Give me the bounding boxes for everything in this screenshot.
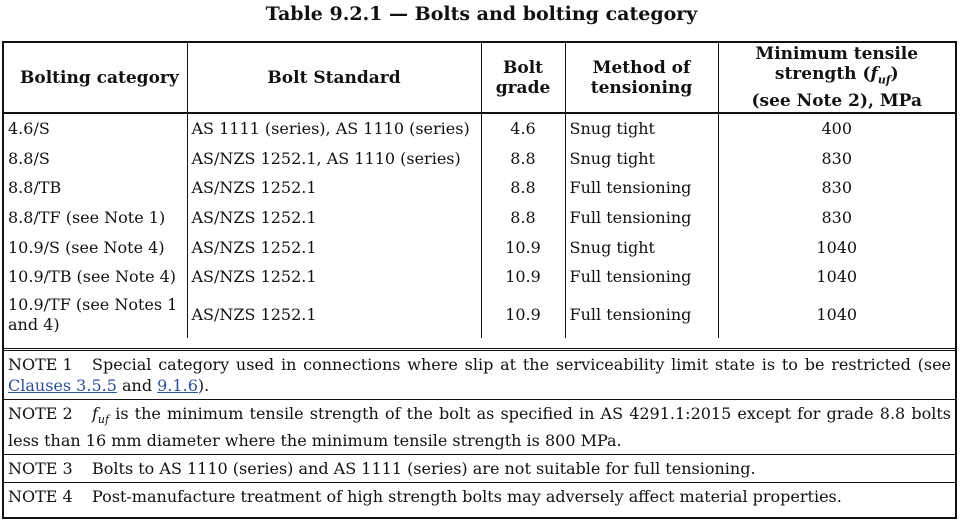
- cell-strength: 830: [718, 203, 955, 233]
- note-text: ).: [197, 376, 210, 395]
- table-row: [4, 173, 955, 203]
- cell-standard: AS 1111 (series), AS 1110 (series): [187, 113, 481, 144]
- cell-standard: AS/NZS 1252.1: [187, 262, 481, 292]
- header-strength-line3: (see Note 2), MPa: [751, 90, 922, 111]
- table-header-row: [4, 43, 955, 113]
- cell-grade: 4.6: [481, 113, 565, 144]
- cell-category: 8.8/S: [8, 148, 50, 168]
- cell-method: Snug tight: [565, 232, 718, 262]
- cell-category: 10.9/TF (see Notes 1 and 4): [8, 294, 178, 334]
- note-label: NOTE 1: [8, 355, 73, 374]
- cell-standard: AS/NZS 1252.1, AS 1110 (series): [187, 144, 481, 174]
- note-label: NOTE 2: [8, 404, 73, 423]
- note-1: [4, 351, 955, 400]
- header-strength-symbol: $f_{uf}$: [870, 64, 891, 87]
- header-method-line1: Method of: [592, 57, 691, 78]
- table-caption: Table 9.2.1 — Bolts and bolting category: [265, 3, 698, 25]
- cell-strength: 400: [718, 113, 955, 144]
- header-strength-line2a: strength (: [774, 64, 871, 85]
- table-row: [4, 144, 955, 174]
- cell-strength: 1040: [718, 292, 955, 338]
- cell-grade: 10.9: [481, 232, 565, 262]
- header-method-line2: tensioning: [590, 77, 693, 98]
- cell-strength: 1040: [718, 262, 955, 292]
- note-text: Bolts to AS 1110 (series) and AS 1111 (series) are not suitable for full tensioning.: [92, 459, 756, 479]
- bolts-table: [4, 43, 955, 338]
- cell-method: Snug tight: [565, 113, 718, 144]
- table-row: [4, 113, 955, 144]
- table-row: [4, 232, 955, 262]
- note-4: [4, 483, 955, 510]
- cell-standard: AS/NZS 1252.1: [187, 203, 481, 233]
- cell-category: 8.8/TF (see Note 1): [8, 208, 166, 228]
- note-label: NOTE 4: [8, 487, 73, 507]
- cell-strength: 830: [718, 144, 955, 174]
- note-2: [4, 400, 955, 455]
- cell-method: Full tensioning: [565, 292, 718, 338]
- note-text: Post-manufacture treatment of high strength bolts may adversely affect material properties.: [92, 487, 842, 507]
- header-bolt-grade: [481, 43, 565, 113]
- cell-category: 10.9/TB (see Note 4): [8, 267, 177, 287]
- cell-method: Full tensioning: [565, 262, 718, 292]
- header-method-of-tensioning: [565, 43, 718, 113]
- header-bolt-standard: Bolt Standard: [187, 43, 481, 113]
- header-strength-line2b: ): [890, 64, 899, 85]
- header-bolt-grade-line2: grade: [495, 77, 551, 98]
- cell-standard: AS/NZS 1252.1: [187, 232, 481, 262]
- cell-grade: 10.9: [481, 292, 565, 338]
- cell-method: Full tensioning: [565, 203, 718, 233]
- table-row: [4, 292, 955, 338]
- cell-grade: 8.8: [481, 173, 565, 203]
- note-text: is the minimum tensile strength of the bolt as specified in AS 4291.1:2015 except for grade 8.8 bolts less than 16 mm diameter where the minimum tensile strength is 800 MPa.: [8, 404, 951, 451]
- cell-standard: AS/NZS 1252.1: [187, 173, 481, 203]
- header-strength-line1: Minimum tensile: [755, 44, 919, 65]
- cell-strength: 830: [718, 173, 955, 203]
- header-min-tensile-strength: [718, 43, 955, 113]
- cell-category: 8.8/TB: [8, 178, 62, 198]
- cell-strength: 1040: [718, 232, 955, 262]
- note-label: NOTE 3: [8, 459, 73, 479]
- clauses-3-5-5-link[interactable]: Clauses 3.5.5: [8, 376, 117, 395]
- note-text: and: [116, 376, 158, 395]
- note-text: Special category used in connections where slip at the serviceability limit state is to be restricted (see: [92, 355, 951, 374]
- table-notes: [4, 348, 955, 510]
- cell-grade: 8.8: [481, 203, 565, 233]
- table-row: [4, 262, 955, 292]
- table-row: [4, 203, 955, 233]
- header-bolting-category: Bolting category: [4, 43, 187, 113]
- bolts-table-frame: [2, 41, 957, 519]
- header-bolt-grade-line1: Bolt: [502, 57, 544, 78]
- cell-standard: AS/NZS 1252.1: [187, 292, 481, 338]
- cell-grade: 8.8: [481, 144, 565, 174]
- cell-category: 4.6/S: [8, 119, 50, 139]
- cell-method: Full tensioning: [565, 173, 718, 203]
- cell-method: Snug tight: [565, 144, 718, 174]
- cell-category: 10.9/S (see Note 4): [8, 237, 165, 257]
- cell-grade: 10.9: [481, 262, 565, 292]
- fuf-symbol: $f_{uf}$: [92, 404, 110, 427]
- note-3: [4, 455, 955, 483]
- clause-9-1-6-link[interactable]: 9.1.6: [157, 376, 198, 395]
